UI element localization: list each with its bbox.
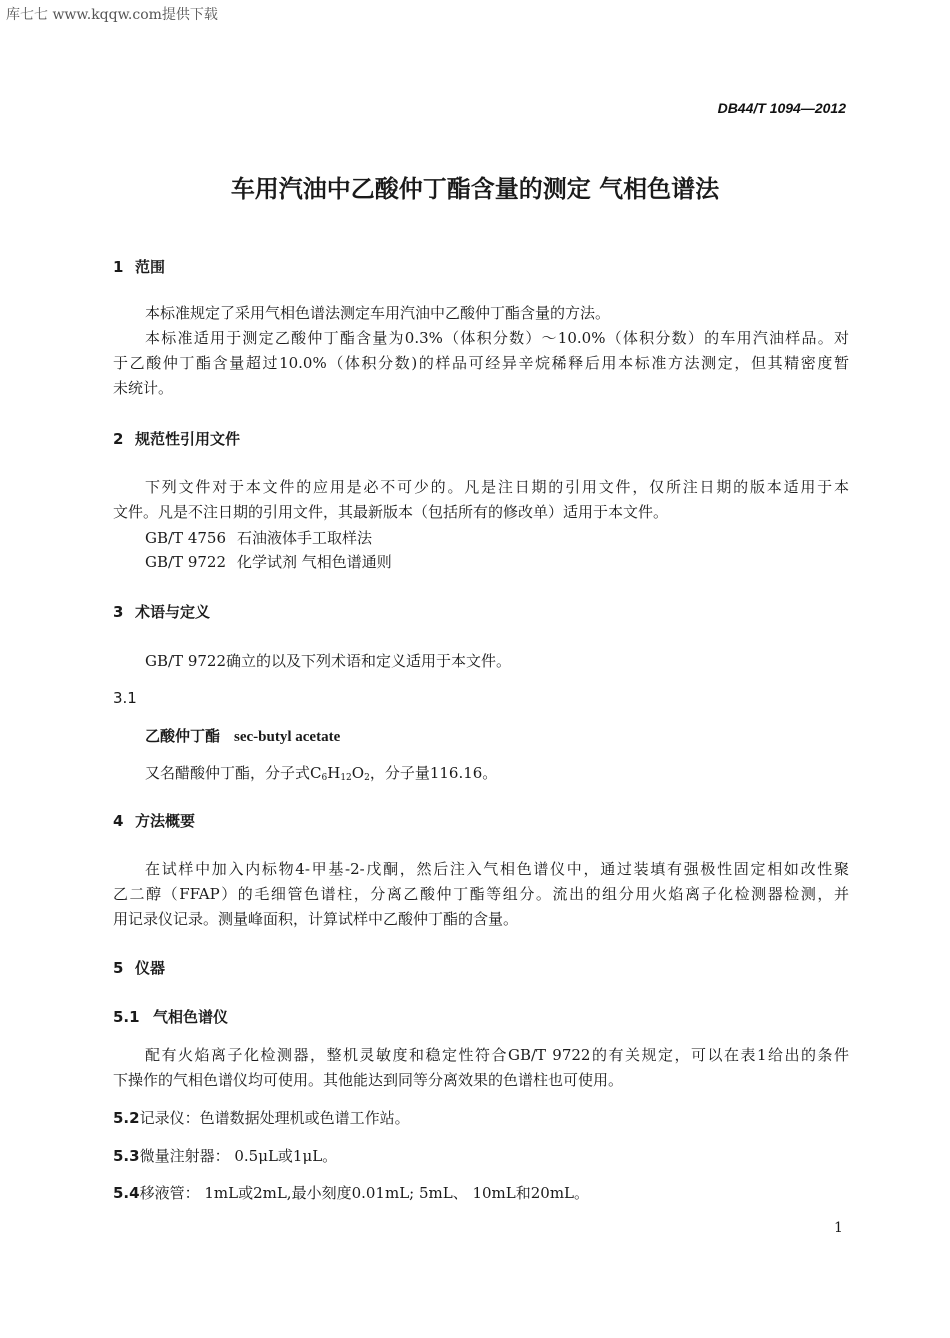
- formula-element: H: [327, 764, 341, 782]
- paragraph-line: 乙二醇（FFAP）的毛细管色谱柱，分离乙酸仲丁酯等组分。流出的组分用火焰离子化检测器检测，并: [113, 885, 849, 903]
- term-chinese: 乙酸仲丁酯: [145, 727, 221, 745]
- section-title: 仪器: [135, 959, 166, 977]
- subsection-text: 微量注射器： 0.5μL或1μL。: [139, 1147, 338, 1165]
- definition-text: 又名醋酸仲丁酯，分子式C: [145, 764, 322, 782]
- subsection-5-2: [113, 1107, 410, 1128]
- standard-code: DB44/T 1094—2012: [717, 100, 846, 116]
- reference-code: GB/T 9722: [145, 553, 227, 571]
- formula-subscript: 12: [340, 773, 352, 783]
- section-title: 范围: [135, 258, 166, 276]
- paragraph-line: 下列文件对于本文件的应用是必不可少的。凡是注日期的引用文件，仅所注日期的版本适用于本: [145, 478, 849, 496]
- section-title: 方法概要: [135, 812, 196, 830]
- section-title: 术语与定义: [135, 603, 211, 621]
- section-1-heading: [113, 256, 165, 277]
- section-number: 5: [113, 959, 124, 977]
- paragraph-line: 用记录仪记录。测量峰面积，计算试样中乙酸仲丁酯的含量。: [113, 910, 519, 928]
- subsection-5-3: [113, 1145, 337, 1166]
- paragraph-line: 下操作的气相色谱仪均可使用。其他能达到同等分离效果的色谱柱也可使用。: [113, 1071, 624, 1089]
- section-title: 规范性引用文件: [135, 430, 241, 448]
- reference-title: 化学试剂 气相色谱通则: [237, 553, 392, 571]
- page-number: 1: [834, 1220, 843, 1236]
- section-number: 1: [113, 258, 124, 276]
- term-entry: [145, 725, 340, 746]
- subsection-number: 5.3: [113, 1147, 140, 1165]
- paragraph-line: 在试样中加入内标物4-甲基-2-戊酮，然后注入气相色谱仪中，通过装填有强极性固定相如改性聚: [145, 860, 849, 878]
- paragraph-line: 配有火焰离子化检测器，整机灵敏度和稳定性符合GB/T 9722的有关规定，可以在表1给出的条件: [145, 1046, 849, 1064]
- subsection-5-1-heading: [113, 1006, 228, 1027]
- subsection-5-4: [113, 1182, 589, 1203]
- subsection-title: 气相色谱仪: [153, 1008, 229, 1026]
- watermark: 库七七 www.kqqw.com提供下载: [6, 7, 218, 23]
- paragraph: GB/T 9722确立的以及下列术语和定义适用于本文件。: [145, 652, 512, 670]
- reference-item: [145, 527, 372, 548]
- reference-code: GB/T 4756: [145, 529, 227, 547]
- paragraph-line: 于乙酸仲丁酯含量超过10.0%（体积分数)的样品可经异辛烷稀释后用本标准方法测定，但其精密度暂: [113, 354, 849, 372]
- subsection-text: 记录仪：色谱数据处理机或色谱工作站。: [139, 1109, 410, 1127]
- section-5-heading: [113, 957, 165, 978]
- definition-text: ，分子量116.16。: [369, 764, 498, 782]
- formula-element: O: [351, 764, 365, 782]
- formula-subscript: 6: [321, 773, 328, 783]
- document-title: 车用汽油中乙酸仲丁酯含量的测定 气相色谱法: [230, 175, 720, 203]
- subsection-number: 3.1: [113, 689, 137, 707]
- section-number: 4: [113, 812, 124, 830]
- section-4-heading: [113, 810, 195, 831]
- subsection-text: 移液管： 1mL或2mL,最小刻度0.01mL; 5mL、 10mL和20mL。: [139, 1184, 590, 1202]
- paragraph-line: 未统计。: [113, 379, 174, 397]
- subsection-number: 5.2: [113, 1109, 140, 1127]
- reference-item: [145, 551, 392, 572]
- subsection-number: 5.4: [113, 1184, 140, 1202]
- section-number: 2: [113, 430, 124, 448]
- subsection-number: 5.1: [113, 1008, 140, 1026]
- section-number: 3: [113, 603, 124, 621]
- term-definition: [145, 762, 497, 783]
- paragraph-line: 文件。凡是不注日期的引用文件，其最新版本（包括所有的修改单）适用于本文件。: [113, 503, 669, 521]
- paragraph-line: 本标准适用于测定乙酸仲丁酯含量为0.3%（体积分数）～10.0%（体积分数）的车用汽油样品。对: [145, 329, 849, 347]
- term-english: sec-butyl acetate: [234, 729, 341, 745]
- section-2-heading: [113, 428, 240, 449]
- section-3-heading: [113, 601, 210, 622]
- formula-subscript: 2: [364, 773, 370, 783]
- paragraph: 本标准规定了采用气相色谱法测定车用汽油中乙酸仲丁酯含量的方法。: [145, 304, 611, 322]
- reference-title: 石油液体手工取样法: [237, 529, 373, 547]
